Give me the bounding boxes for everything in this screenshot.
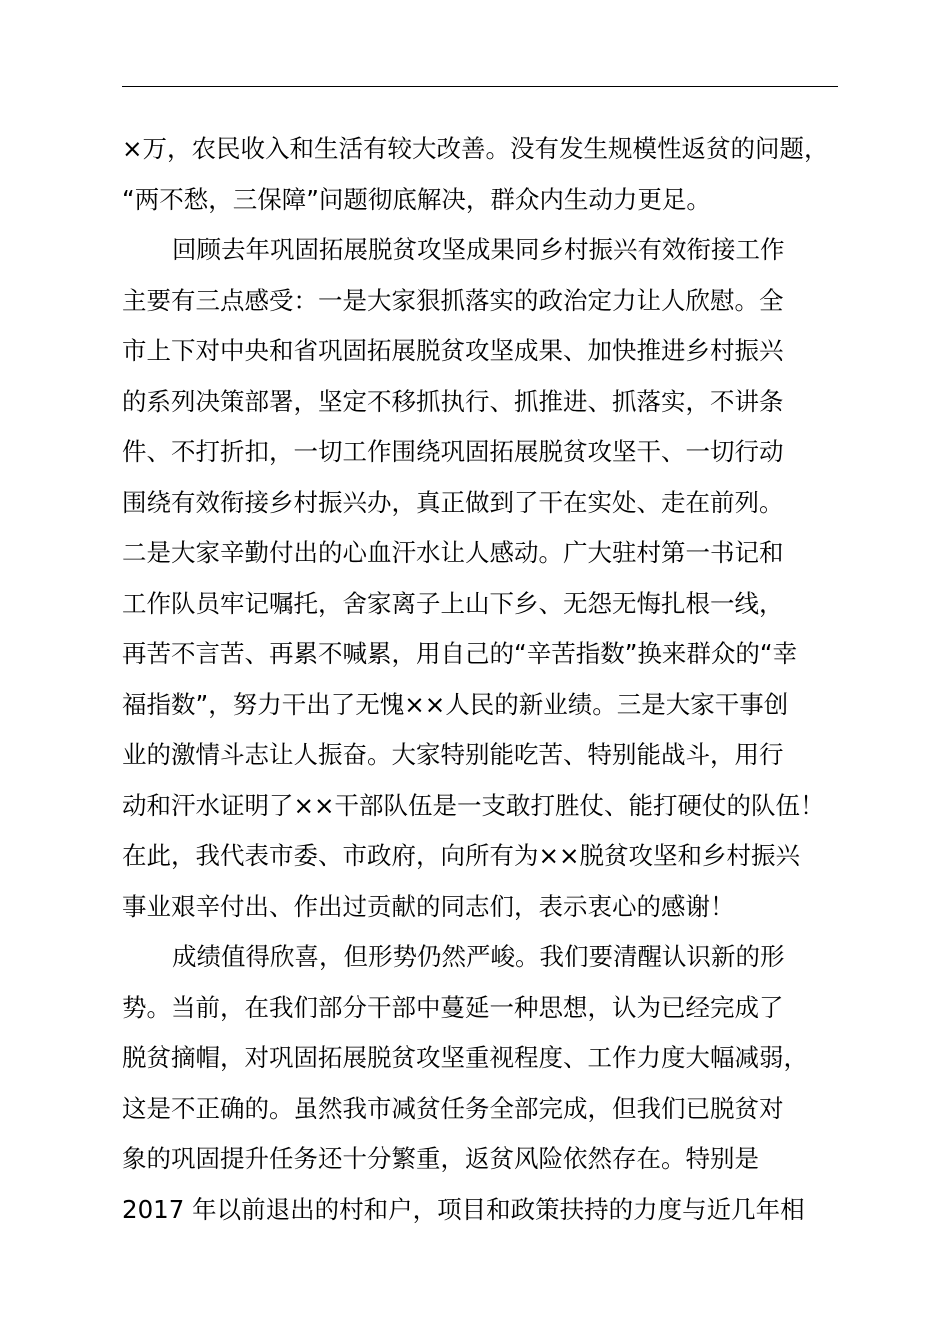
text-line: 2017 年以前退出的村和户，项目和政策扶持的力度与近几年相 bbox=[122, 1194, 805, 1224]
text-line: ×万，农民收入和生活有较大改善。没有发生规模性返贫的问题， bbox=[122, 134, 829, 163]
paragraph-first-line: 成绩值得欣喜，但形势仍然严峻。我们要清醒认识新的形 bbox=[172, 942, 785, 971]
text-line: 市上下对中央和省巩固拓展脱贫攻坚成果、加快推进乡村振兴 bbox=[122, 336, 784, 365]
text-line: 件、不打折扣，一切工作围绕巩固拓展脱贫攻坚干、一切行动 bbox=[122, 437, 784, 466]
text-line: 工作队员牢记嘱托，舍家离子上山下乡、无怨无悔扎根一线， bbox=[122, 588, 784, 618]
text-line: 再苦不言苦、再累不喊累，用自己的“辛苦指数”换来群众的“幸 bbox=[122, 639, 798, 668]
text-line: 福指数”，努力干出了无愧××人民的新业绩。三是大家干事创 bbox=[122, 689, 789, 719]
text-line: 象的巩固提升任务还十分繁重，返贫风险依然存在。特别是 bbox=[122, 1144, 759, 1173]
text-line: 势。当前，在我们部分干部中蔓延一种思想，认为已经完成了 bbox=[122, 992, 784, 1022]
text-line: 这是不正确的。虽然我市减贫任务全部完成，但我们已脱贫对 bbox=[122, 1093, 784, 1123]
text-line: 脱贫摘帽，对巩固拓展脱贫攻坚重视程度、工作力度大幅减弱， bbox=[122, 1043, 808, 1072]
paragraph-first-line: 回顾去年巩固拓展脱贫攻坚成果同乡村振兴有效衔接工作 bbox=[172, 235, 785, 264]
text-line: 主要有三点感受：一是大家狠抓落实的政治定力让人欣慰。全 bbox=[122, 285, 784, 315]
text-line: 二是大家辛勤付出的心血汗水让人感动。广大驻村第一书记和 bbox=[122, 538, 784, 567]
header-rule bbox=[122, 86, 838, 87]
text-line: 事业艰辛付出、作出过贡献的同志们，表示衷心的感谢！ bbox=[122, 891, 735, 921]
text-line: 在此，我代表市委、市政府，向所有为××脱贫攻坚和乡村振兴 bbox=[122, 841, 801, 870]
text-line: 动和汗水证明了××干部队伍是一支敢打胜仗、能打硬仗的队伍！ bbox=[122, 790, 825, 820]
text-line: “两不愁，三保障”问题彻底解决，群众内生动力更足。 bbox=[122, 184, 711, 214]
text-line: 的系列决策部署，坚定不移抓执行、抓推进、抓落实，不讲条 bbox=[122, 386, 784, 416]
text-line: 业的激情斗志让人振奋。大家特别能吃苦、特别能战斗，用行 bbox=[122, 740, 784, 769]
document-body bbox=[122, 124, 862, 1235]
text-line: 围绕有效衔接乡村振兴办，真正做到了干在实处、走在前列。 bbox=[122, 487, 784, 517]
